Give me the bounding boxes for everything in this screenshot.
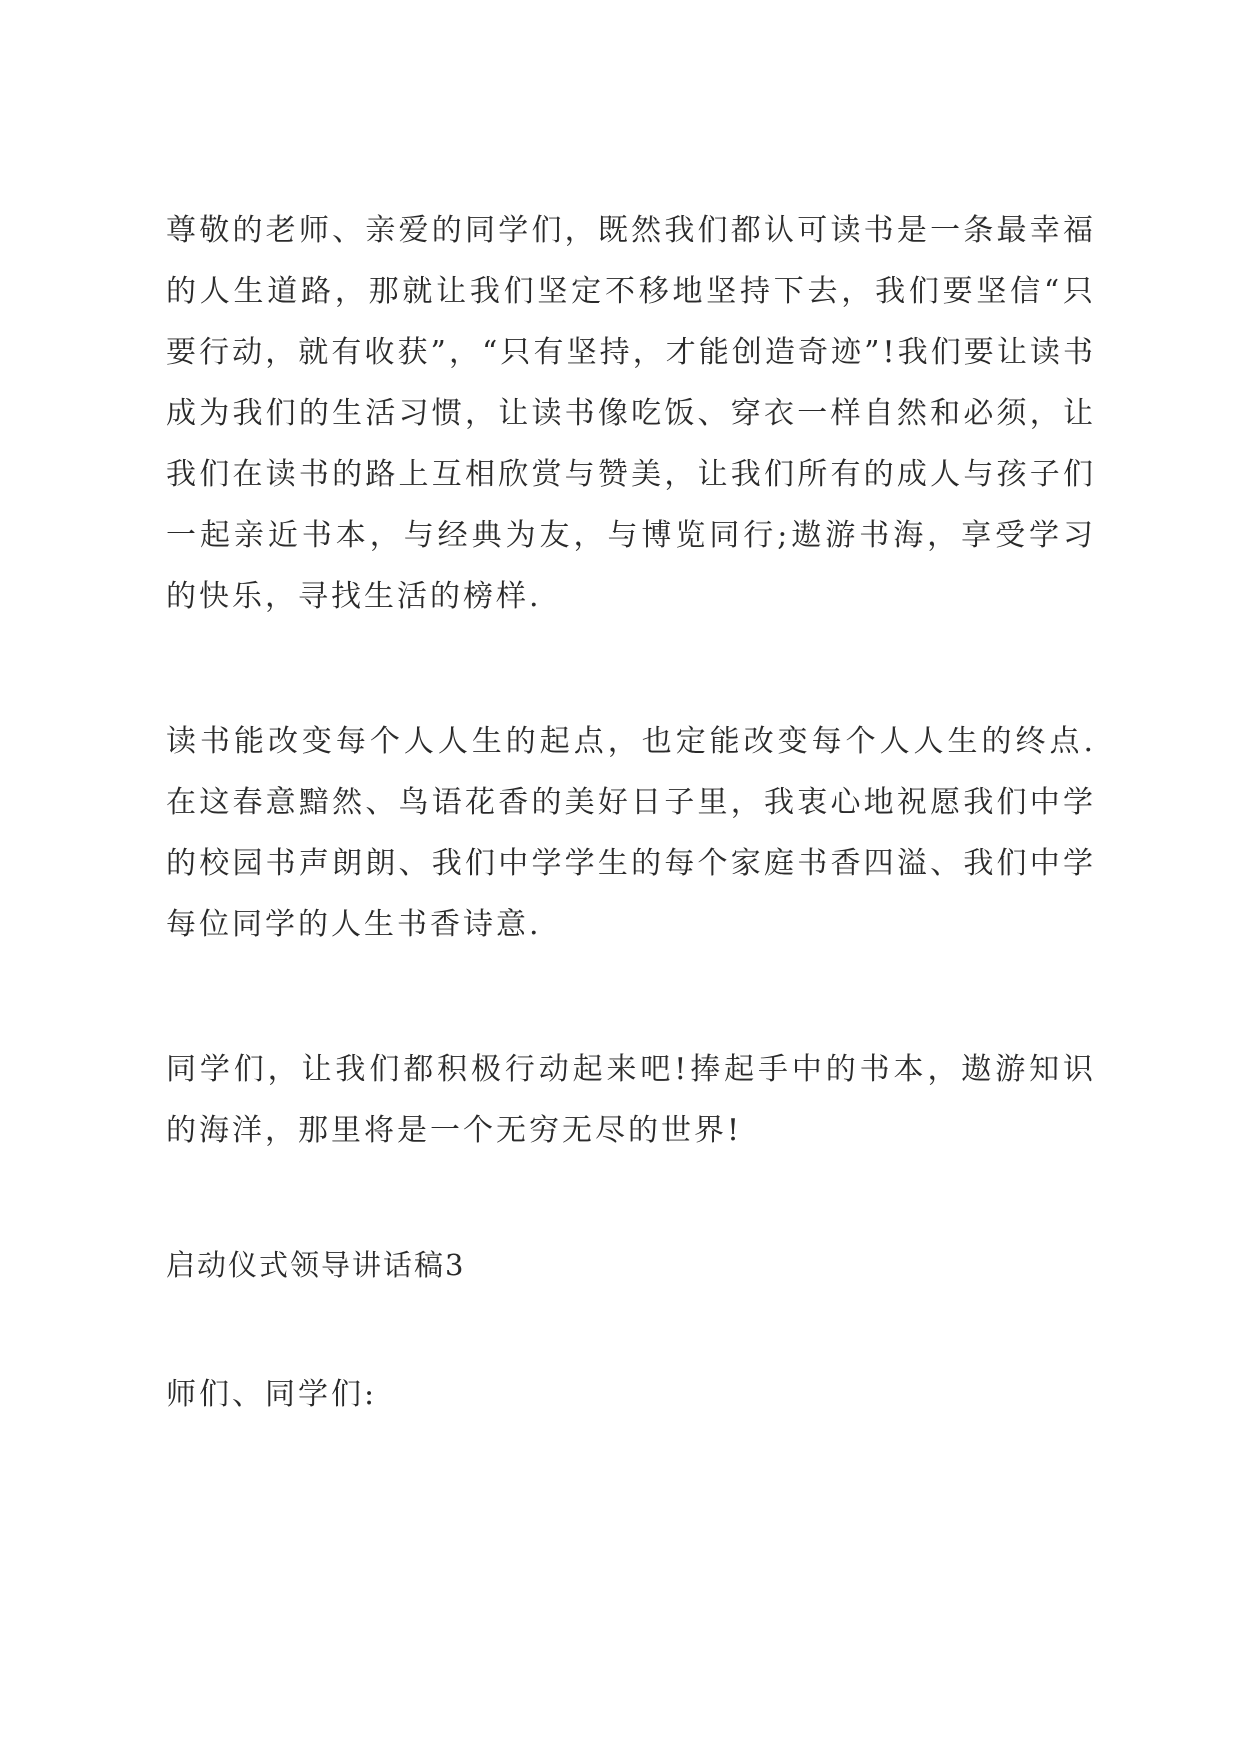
document-page — [166, 200, 1096, 1425]
section-heading: 启动仪式领导讲话稿3 — [166, 1248, 466, 1282]
paragraph-blessing: 读书能改变每个人人生的起点，也定能改变每个人人生的终点.在这春意黯然、鸟语花香的美好日子里，我衷心地祝愿我们中学的校园书声朗朗、我们中学学生的每个家庭书香四溢、我们中学每位同学的人生书香诗意. — [166, 724, 1096, 942]
paragraph-reading-habit: 尊敬的老师、亲爱的同学们，既然我们都认可读书是一条最幸福的人生道路，那就让我们坚定不移地坚持下去，我们要坚信“只要行动，就有收获”，“只有坚持，才能创造奇迹”!我们要让读书成为我们的生活习惯，让读书像吃饭、穿衣一样自然和必须，让我们在读书的路上互相欣赏与赞美，让我们所有的成人与孩子们一起亲近书本，与经典为友，与博览同行;遨游书海，享受学习的快乐，寻找生活的榜样. — [166, 213, 1096, 614]
salutation: 师们、同学们: — [166, 1377, 378, 1412]
paragraph-call-to-action: 同学们，让我们都积极行动起来吧!捧起手中的书本，遨游知识的海洋，那里将是一个无穷无尽的世界! — [166, 1052, 1096, 1148]
